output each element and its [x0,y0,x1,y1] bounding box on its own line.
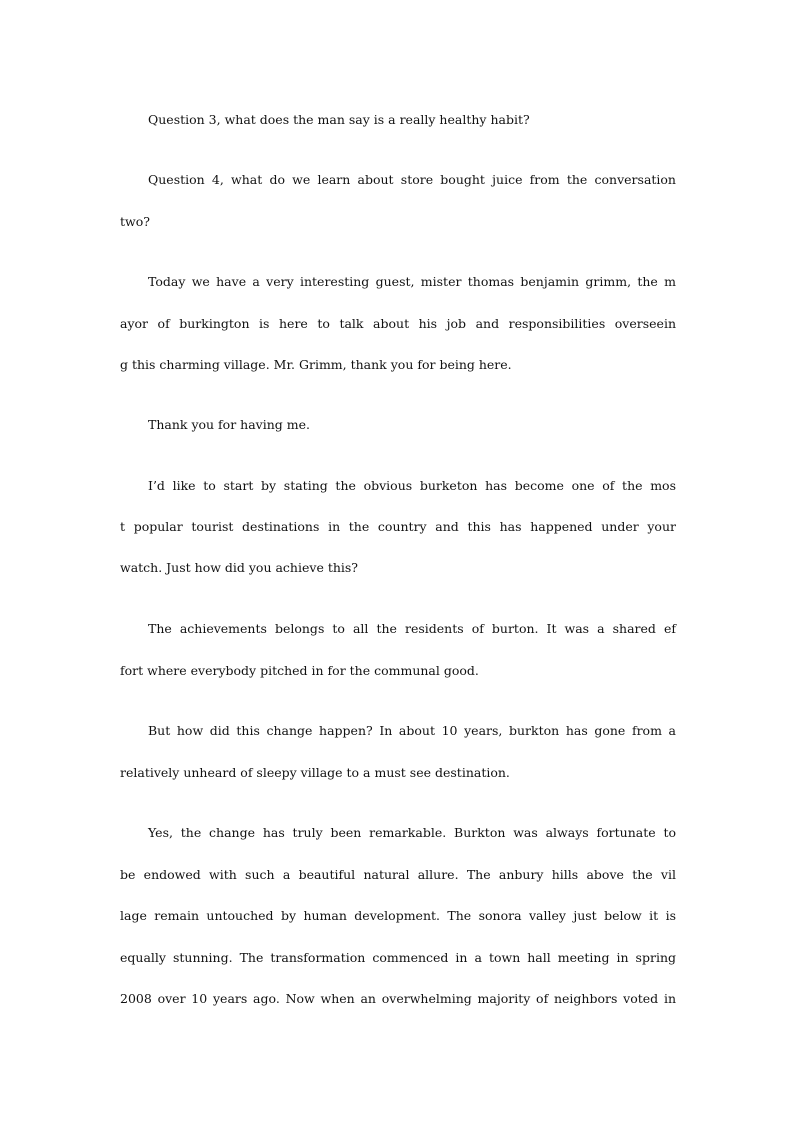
paragraph-question-line-3: watch. Just how did you achieve this? [120,560,359,575]
paragraph-reply-line-1: Thank you for having me. [148,417,310,432]
paragraph-intro-line-3: g this charming village. Mr. Grimm, thank you for being here. [120,357,512,372]
question-4-line-1: Question 4, what do we learn about store bought juice from the conversation [148,172,676,187]
paragraph-change-line-2: relatively unheard of sleepy village to a must see destination. [120,765,510,780]
paragraph-remarkable-line-2: be endowed with such a beautiful natural allure. The anbury hills above the vil [120,867,676,882]
paragraph-intro-line-2: ayor of burkington is here to talk about his job and responsibilities overseein [120,316,676,331]
paragraph-question-line-2: t popular tourist destinations in the country and this has happened under your [120,519,676,534]
question-4-line-2: two? [120,214,150,229]
paragraph-remarkable-line-4: equally stunning. The transformation commenced in a town hall meeting in spring [120,950,676,965]
paragraph-remarkable-line-3: lage remain untouched by human development. The sonora valley just below it is [120,908,676,923]
paragraph-achievements-line-2: fort where everybody pitched in for the communal good. [120,663,479,678]
paragraph-intro-line-1: Today we have a very interesting guest, mister thomas benjamin grimm, the m [148,274,676,289]
paragraph-change-line-1: But how did this change happen? In about 10 years, burkton has gone from a [148,723,676,738]
paragraph-remarkable-line-1: Yes, the change has truly been remarkable. Burkton was always fortunate to [148,825,676,840]
paragraph-question-line-1: I’d like to start by stating the obvious burketon has become one of the mos [148,478,676,493]
paragraph-achievements-line-1: The achievements belongs to all the residents of burton. It was a shared ef [148,621,676,636]
paragraph-remarkable-line-5: 2008 over 10 years ago. Now when an overwhelming majority of neighbors voted in [120,991,676,1006]
question-3-line: Question 3, what does the man say is a really healthy habit? [148,112,530,127]
